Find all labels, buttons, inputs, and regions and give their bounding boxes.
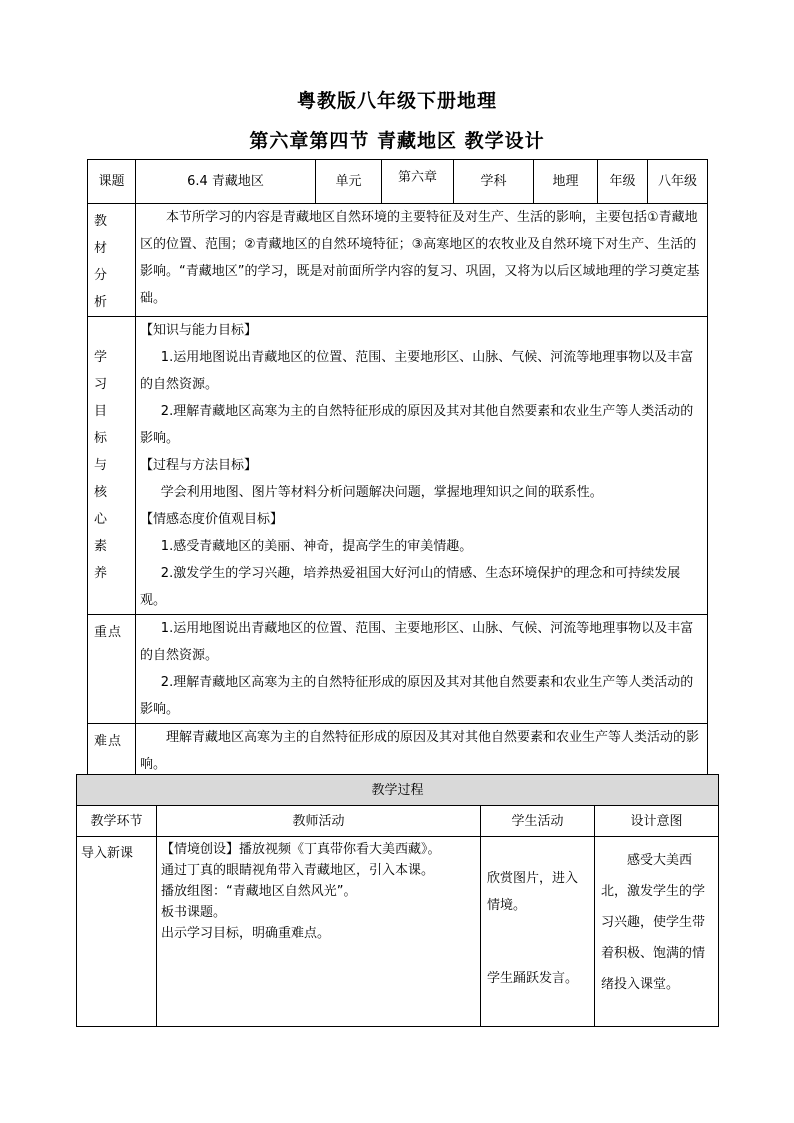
teacher-activity-line: 出示学习目标，明确重难点。 (161, 926, 331, 941)
analysis-text: 本节所学习的内容是青藏地区自然环境的主要特征及对生产、生活的影响，主要包括①青藏地区的位置、范围；②青藏地区的自然环境特征；③高寒地区的农牧业及自然环境下对生产、生活的影响。“青藏地区”的学习，既是对前面所学内容的复习、巩固，又将为以后区域地理的学习奠定基础。 (136, 204, 708, 317)
design-intent-cell: 感受大美西北，激发学生的学习兴趣，使学生带着积极、饱满的情绪投入课堂。 (595, 837, 719, 1027)
teacher-activity-line: 播放组图：“青藏地区自然风光”。 (161, 884, 357, 899)
difficulty-text: 理解青藏地区高寒为主的自然特征形成的原因及其对其他自然要素和农业生产等人类活动的影响。 (136, 724, 708, 780)
column-header: 学生活动 (481, 806, 595, 837)
key-points-label: 重点 (88, 615, 136, 724)
teaching-process-table (76, 774, 719, 1027)
document-subtitle: 第六章第四节 青藏地区 教学设计 (249, 130, 545, 152)
goal-heading-emotion: 【情感态度价值观目标】 (140, 512, 284, 527)
course-label: 课题 (88, 160, 136, 204)
teacher-activity-line: 板书课题。 (161, 905, 227, 920)
teacher-activity-line: 通过丁真的眼睛视角带入青藏地区，引入本课。 (161, 863, 435, 878)
key-points-content (136, 615, 708, 724)
student-activity-cell (481, 837, 595, 1027)
teacher-activity-cell (157, 837, 481, 1027)
goal-heading-knowledge: 【知识与能力目标】 (140, 323, 258, 338)
grade-value: 八年级 (648, 160, 708, 204)
difficulty-label: 难点 (88, 724, 136, 780)
column-header: 教学环节 (77, 806, 157, 837)
goals-content (136, 317, 708, 615)
course-value: 6.4 青藏地区 (136, 160, 316, 204)
column-header: 设计意图 (595, 806, 719, 837)
column-header: 教师活动 (157, 806, 481, 837)
goal-item: 学会利用地图、图片等材料分析问题解决问题，掌握地理知识之间的联系性。 (160, 485, 603, 500)
goals-label: 学习目标与核心素养 (88, 317, 136, 615)
lesson-info-table (87, 159, 708, 780)
subject-label: 学科 (454, 160, 534, 204)
goal-item: 2.理解青藏地区高寒为主的自然特征形成的原因及其对其他自然要素和农业生产等人类活动的影响。 (140, 404, 694, 446)
goal-item: 1.运用地图说出青藏地区的位置、范围、主要地形区、山脉、气候、河流等地理事物以及丰富的自然资源。 (140, 350, 694, 392)
analysis-label: 教材分析 (88, 204, 136, 317)
goal-item: 2.激发学生的学习兴趣，培养热爱祖国大好河山的情感、生态环境保护的理念和可持续发展观。 (140, 566, 681, 608)
process-title: 教学过程 (77, 775, 719, 806)
key-point-item: 2.理解青藏地区高寒为主的自然特征形成的原因及其对其他自然要素和农业生产等人类活动的影响。 (140, 675, 694, 717)
document-title: 粤教版八年级下册地理 (296, 90, 497, 112)
goal-item: 1.感受青藏地区的美丽、神奇，提高学生的审美情趣。 (160, 539, 473, 554)
unit-value: 第六章 (382, 160, 454, 204)
student-activity-line: 学生踊跃发言。 (487, 971, 579, 986)
goal-heading-process: 【过程与方法目标】 (140, 458, 258, 473)
stage-cell: 导入新课 (77, 837, 157, 1027)
subject-value: 地理 (534, 160, 598, 204)
student-activity-line: 欣赏图片，进入情境。 (487, 871, 579, 913)
unit-label: 单元 (316, 160, 382, 204)
grade-label: 年级 (598, 160, 648, 204)
key-point-item: 1.运用地图说出青藏地区的位置、范围、主要地形区、山脉、气候、河流等地理事物以及丰富的自然资源。 (140, 621, 694, 663)
teacher-activity-line: 【情境创设】播放视频《丁真带你看大美西藏》。 (161, 842, 441, 857)
